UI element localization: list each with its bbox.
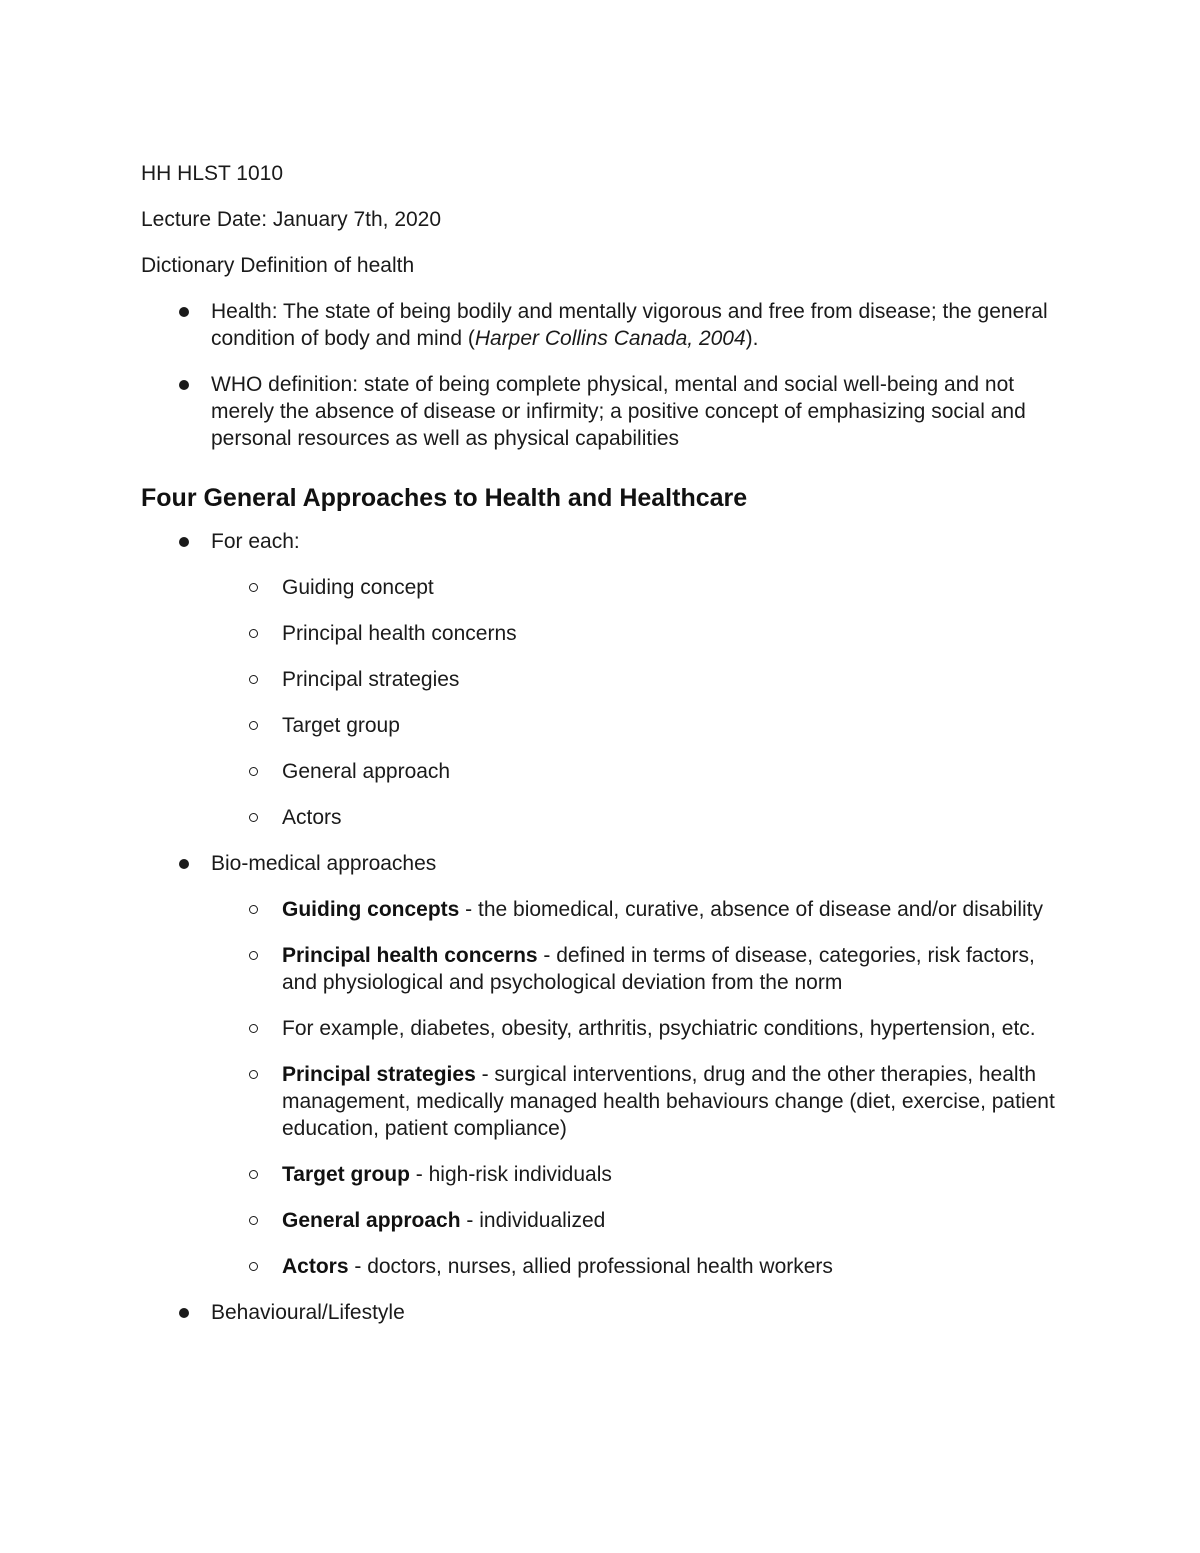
circle-bullet-icon: [249, 1216, 258, 1225]
item-text: - surgical interventions, drug and the other therapies, health management, medically managed health behaviours change (diet, exercise, patient education, patient compliance): [282, 1063, 1055, 1140]
section-heading: Four General Approaches to Health and Healthcare: [141, 484, 748, 512]
circle-bullet-icon: [249, 767, 258, 776]
circle-bullet-icon: [249, 1070, 258, 1079]
list-item: [282, 942, 1071, 996]
item-term: Guiding concepts: [282, 898, 460, 921]
approaches-list: [141, 528, 1071, 1326]
bullet-icon: [179, 1308, 189, 1318]
bullet-icon: [179, 380, 189, 390]
list-item: [282, 1253, 1071, 1280]
circle-bullet-icon: [249, 1170, 258, 1179]
list-item: [282, 666, 1071, 693]
health-citation: Harper Collins Canada, 2004: [474, 327, 746, 350]
item-text: For example, diabetes, obesity, arthritis, psychiatric conditions, hypertension, etc.: [282, 1017, 1036, 1040]
list-item: [282, 896, 1071, 923]
for-each-sublist: [211, 574, 1071, 831]
list-item: [211, 528, 1071, 831]
item-text: - the biomedical, curative, absence of disease and/or disability: [459, 898, 1043, 921]
bullet-icon: [179, 307, 189, 317]
list-item: [282, 1207, 1071, 1234]
list-item: [282, 1061, 1071, 1142]
for-each-item: Actors: [282, 806, 342, 829]
item-term: General approach: [282, 1209, 461, 1232]
circle-bullet-icon: [249, 629, 258, 638]
bullet-icon: [179, 537, 189, 547]
item-term: Principal strategies: [282, 1063, 476, 1086]
for-each-item: Target group: [282, 714, 400, 737]
health-citation-close: ).: [745, 327, 759, 350]
list-item: [211, 1299, 1071, 1326]
circle-bullet-icon: [249, 675, 258, 684]
item-text: - high-risk individuals: [409, 1163, 612, 1186]
list-item: [282, 574, 1071, 601]
for-each-item: Principal strategies: [282, 668, 460, 691]
circle-bullet-icon: [249, 583, 258, 592]
list-item: [211, 298, 1071, 352]
list-item: [282, 1161, 1071, 1188]
item-term: Principal health concerns: [282, 944, 538, 967]
document-page: [141, 160, 1071, 1345]
biomedical-label: Bio-medical approaches: [211, 852, 437, 875]
for-each-item: General approach: [282, 760, 451, 783]
lecture-date: Lecture Date: January 7th, 2020: [141, 208, 442, 231]
for-each-item: Guiding concept: [282, 576, 434, 599]
item-text: - defined in terms of disease, categories, risk factors, and physiological and psychological deviation from the norm: [282, 944, 1035, 994]
for-each-label: For each:: [211, 530, 300, 553]
circle-bullet-icon: [249, 1024, 258, 1033]
biomedical-sublist: [211, 896, 1071, 1280]
circle-bullet-icon: [249, 951, 258, 960]
list-item: [282, 712, 1071, 739]
dictionary-heading: Dictionary Definition of health: [141, 254, 415, 277]
list-item: [282, 620, 1071, 647]
for-each-item: Principal health concerns: [282, 622, 517, 645]
health-definition: Health: The state of being bodily and mentally vigorous and free from disease; the general condition of body and mind (: [211, 300, 1048, 350]
behavioural-label: Behavioural/Lifestyle: [211, 1301, 405, 1324]
bullet-icon: [179, 859, 189, 869]
item-term: Actors: [282, 1255, 349, 1278]
list-item: [282, 804, 1071, 831]
who-definition: WHO definition: state of being complete physical, mental and social well-being and not merely the absence of disease or infirmity; a positive concept of emphasizing social and personal resources as well as physical capabilities: [211, 373, 1026, 450]
circle-bullet-icon: [249, 1262, 258, 1271]
item-text: - individualized: [460, 1209, 606, 1232]
list-item: [211, 850, 1071, 1280]
definitions-list: [141, 298, 1071, 452]
circle-bullet-icon: [249, 905, 258, 914]
circle-bullet-icon: [249, 813, 258, 822]
item-term: Target group: [282, 1163, 410, 1186]
list-item: [282, 1015, 1071, 1042]
list-item: [211, 371, 1071, 452]
circle-bullet-icon: [249, 721, 258, 730]
course-code: HH HLST 1010: [141, 162, 284, 185]
list-item: [282, 758, 1071, 785]
item-text: - doctors, nurses, allied professional health workers: [348, 1255, 833, 1278]
